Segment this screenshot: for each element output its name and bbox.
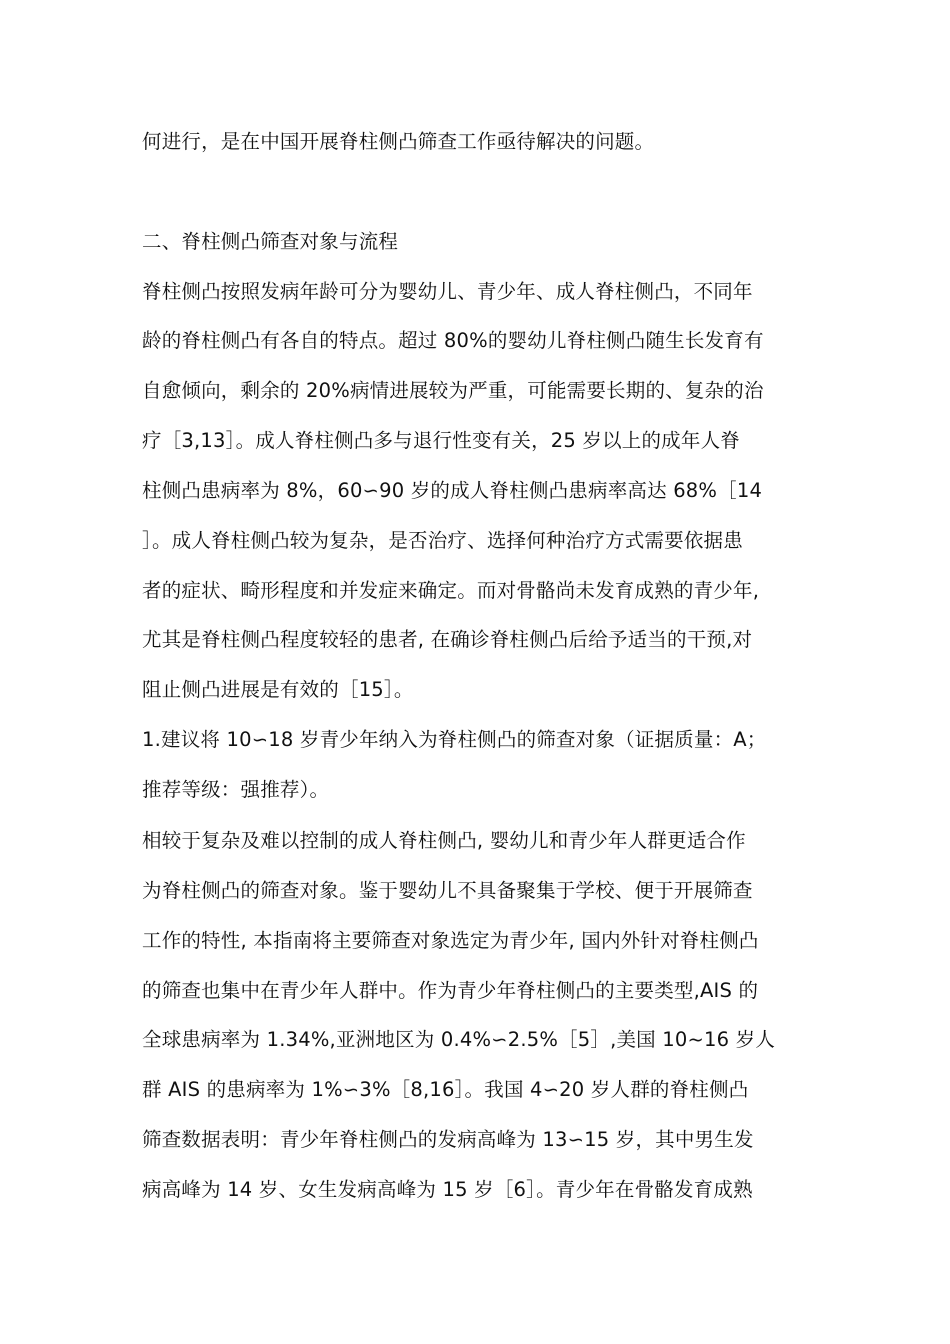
section-heading: 二、脊柱侧凸筛查对象与流程 [142,230,399,253]
text-line: 何进行，是在中国开展脊柱侧凸筛查工作亟待解决的问题。 [142,130,655,153]
recommendation-line: 1.建议将 10∽18 岁青少年纳入为脊柱侧凸的筛查对象（证据质量：A； [142,728,767,751]
text-line: 筛查数据表明：青少年脊柱侧凸的发病高峰为 13∽15 岁，其中男生发 [142,1128,754,1151]
text-line: 阻止侧凸进展是有效的［15］。 [142,678,414,701]
recommendation-line: 推荐等级：强推荐）。 [142,778,330,801]
text-line: 群 AIS 的患病率为 1%∽3%［8,16］。我国 4∽20 岁人群的脊柱侧凸 [142,1078,749,1101]
text-line: ］。成人脊柱侧凸较为复杂，是否治疗、选择何种治疗方式需要依据患 [142,529,743,552]
text-line: 龄的脊柱侧凸有各自的特点。超过 80%的婴幼儿脊柱侧凸随生长发育有 [142,329,764,352]
text-line: 全球患病率为 1.34%,亚洲地区为 0.4%∽2.5%［5］,美国 10~16 岁人 [142,1028,776,1051]
text-line: 病高峰为 14 岁、女生发病高峰为 15 岁［6］。青少年在骨骼发育成熟 [142,1178,753,1201]
text-line: 的筛查也集中在青少年人群中。作为青少年脊柱侧凸的主要类型,AIS 的 [142,979,759,1002]
text-line: 脊柱侧凸按照发病年龄可分为婴幼儿、青少年、成人脊柱侧凸，不同年 [142,280,753,303]
text-line: 工作的特性, 本指南将主要筛查对象选定为青少年, 国内外针对脊柱侧凸 [142,929,759,952]
text-line: 为脊柱侧凸的筛查对象。鉴于婴幼儿不具备聚集于学校、便于开展筛查 [142,879,753,902]
text-line: 自愈倾向，剩余的 20%病情进展较为严重，可能需要长期的、复杂的治 [142,379,764,402]
text-line: 尤其是脊柱侧凸程度较轻的患者, 在确诊脊柱侧凸后给予适当的干预,对 [142,628,753,651]
text-line: 者的症状、畸形程度和并发症来确定。而对骨骼尚未发育成熟的青少年, [142,579,760,602]
text-line: 疗［3,13］。成人脊柱侧凸多与退行性变有关，25 岁以上的成年人脊 [142,429,740,452]
text-line: 相较于复杂及难以控制的成人脊柱侧凸, 婴幼儿和青少年人群更适合作 [142,829,746,852]
text-line: 柱侧凸患病率为 8%，60∽90 岁的成人脊柱侧凸患病率高达 68%［14 [142,479,763,502]
